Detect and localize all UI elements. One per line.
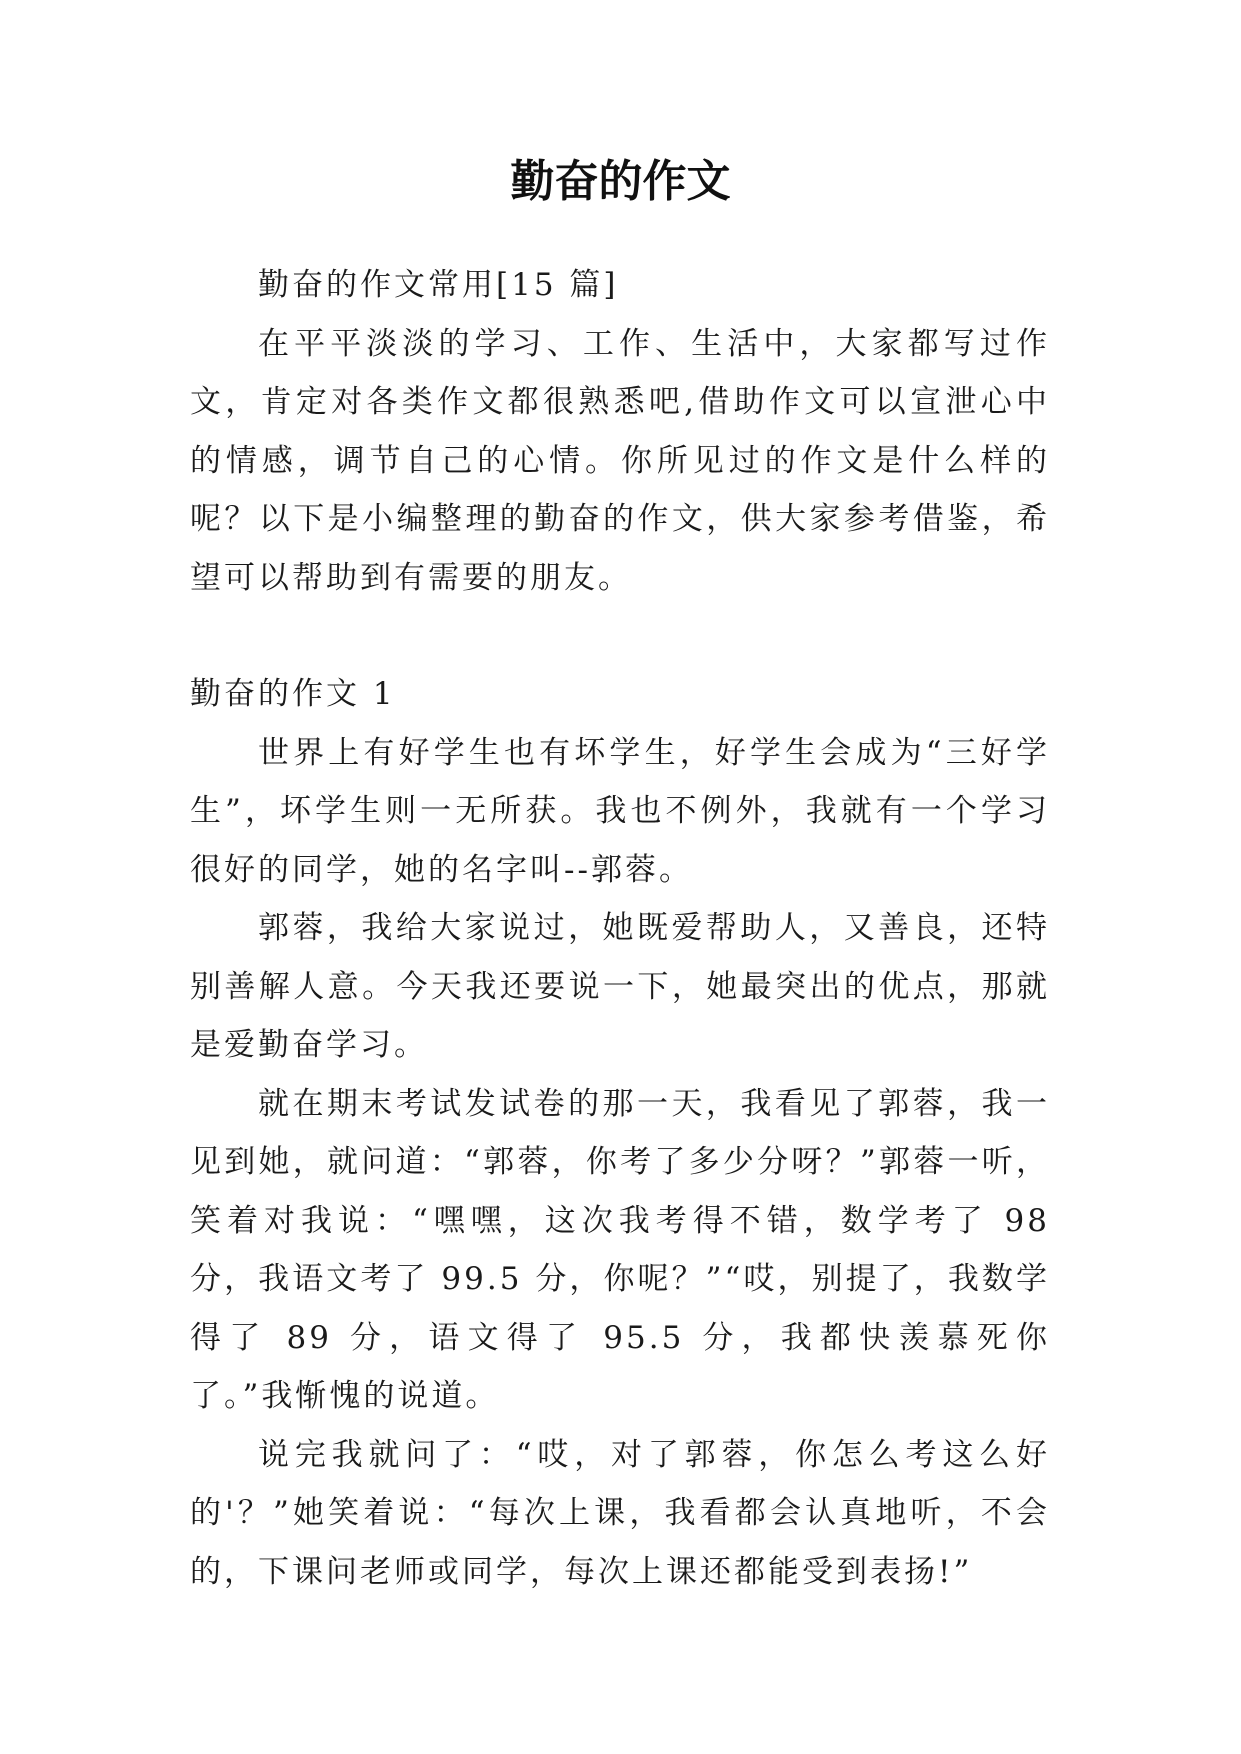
section-heading: 勤奋的作文 1	[190, 676, 396, 712]
document-body	[190, 256, 1050, 1601]
body-paragraph: 郭蓉，我给大家说过，她既爱帮助人，又善良，还特别善解人意。今天我还要说一下，她最突出的优点，那就是爱勤奋学习。	[190, 910, 1050, 1063]
intro-paragraph: 在平平淡淡的学习、工作、生活中，大家都写过作文，肯定对各类作文都很熟悉吧,借助作文可以宣泄心中的情感，调节自己的心情。你所见过的作文是什么样的呢？以下是小编整理的勤奋的作文，供大家参考借鉴，希望可以帮助到有需要的朋友。	[190, 325, 1050, 596]
body-paragraph: 就在期末考试发试卷的那一天，我看见了郭蓉，我一见到她，就问道：“郭蓉，你考了多少分呀？”郭蓉一听，笑着对我说：“嘿嘿，这次我考得不错，数学考了 98 分，我语文考了 99.5 分，你呢？”“哎，别提了，我数学得了 89 分，语文得了 95.5 分，我都快羡慕死你了。”我惭愧的说道。	[190, 1085, 1050, 1414]
paragraph-spacer	[190, 607, 1050, 665]
document-title: 勤奋的作文	[510, 156, 731, 207]
body-paragraph: 世界上有好学生也有坏学生，好学生会成为“三好学生”，坏学生则一无所获。我也不例外，我就有一个学习很好的同学，她的名字叫--郭蓉。	[190, 734, 1050, 888]
body-paragraph: 说完我就问了：“哎，对了郭蓉，你怎么考这么好的'？”她笑着说：“每次上课，我看都会认真地听，不会的，下课问老师或同学，每次上课还都能受到表扬!”	[190, 1436, 1050, 1590]
document-subtitle: 勤奋的作文常用[15 篇]	[258, 267, 619, 303]
